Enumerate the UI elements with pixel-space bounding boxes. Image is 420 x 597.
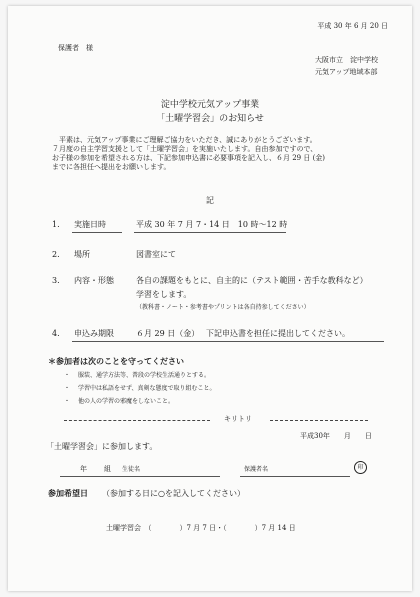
sender-block bbox=[315, 56, 378, 80]
student-name-field bbox=[60, 476, 220, 477]
hope-date-note: （参加する日に○を記入してください） bbox=[102, 489, 245, 498]
title-line-2: 「土曜学習会」のお知らせ bbox=[156, 114, 264, 124]
body-paragraph bbox=[52, 136, 382, 172]
document-date: 平成 30 年 6 月 20 日 bbox=[317, 22, 388, 30]
body-line-3: お子様の参加を希望される方は、下記参加申込書に必要事項を記入し、６月 29 日 (金) bbox=[52, 154, 326, 162]
title-line-1: 淀中学校元気アップ事業 bbox=[160, 100, 260, 110]
reply-date: 平成30年 月 日 bbox=[300, 432, 372, 440]
notice-title: ＊参加者は次のことを守ってください bbox=[48, 356, 184, 366]
item-3-value: 各自の課題をもとに、自主的に（テスト範囲・苦手な教科など） bbox=[136, 276, 368, 285]
item-3-number: 3. bbox=[52, 276, 60, 285]
sender-org: 元気アップ地域本部 bbox=[315, 68, 378, 76]
student-name-label: 生徒名 bbox=[122, 466, 141, 473]
item-1-value: 平成 30 年 7 月 7・14 日 10 時〜12 時 bbox=[136, 220, 288, 229]
item-4-label: 申込み期限 bbox=[74, 329, 114, 338]
list-item: ・ 他の人の学習の邪魔をしないこと。 bbox=[64, 398, 175, 405]
item-1-label: 実施日時 bbox=[74, 220, 106, 229]
item-2-number: 2. bbox=[52, 250, 60, 259]
item-1-value-underline bbox=[134, 232, 286, 233]
bullet-icon: ・ bbox=[64, 372, 71, 379]
cut-line-label: キリトリ bbox=[224, 415, 252, 423]
hope-date-label: 参加希望日 （参加する日に○を記入してください） bbox=[48, 488, 245, 498]
cut-line-right bbox=[270, 420, 368, 421]
sender-school: 大阪市立 淀中学校 bbox=[315, 56, 378, 64]
body-line-4: までに各担任へ提出をお願いします。 bbox=[52, 163, 171, 171]
document-page bbox=[8, 6, 412, 591]
recipient: 保護者 様 bbox=[58, 44, 93, 52]
body-line-1: 平素は、元気アップ事業にご理解ご協力をいただき、誠にありがとうございます。 bbox=[52, 136, 317, 144]
guardian-name-label: 保護者名 bbox=[244, 466, 269, 473]
notice-list bbox=[64, 372, 216, 411]
class-label: 組 bbox=[104, 465, 111, 473]
item-3-label: 内容・形態 bbox=[74, 276, 114, 285]
seal-icon: 印 bbox=[354, 461, 367, 474]
list-item: ・ 学習中は私語をせず、真剣な態度で取り組むこと。 bbox=[64, 385, 216, 392]
participate-statement: 「土曜学習会」に参加します。 bbox=[46, 442, 158, 451]
bullet-icon: ・ bbox=[64, 398, 71, 405]
item-1-number: 1. bbox=[52, 220, 60, 229]
item-2-value: 図書室にて bbox=[136, 250, 176, 259]
grade-label: 年 bbox=[80, 465, 87, 473]
list-item: ・ 服装、通学方法等、普段の学校生活通りとする。 bbox=[64, 372, 211, 379]
item-4-value-2: 下記申込書を担任に提出してください。 bbox=[206, 329, 350, 338]
bullet-icon: ・ bbox=[64, 385, 71, 392]
item-3-value-2: 学習をします。 bbox=[136, 290, 192, 299]
item-1-label-underline bbox=[72, 232, 122, 233]
item-4-number: 4. bbox=[52, 329, 60, 338]
item-4-value: ６月 29 日（金） bbox=[136, 329, 200, 338]
ki-heading: 記 bbox=[206, 196, 214, 205]
body-line-2: ７月度の自主学習支援として「土曜学習会」を実施いたします。自由参加ですので、 bbox=[52, 145, 318, 153]
item-3-note: （教科書・ノート・参考書やプリントは各自持参してください） bbox=[136, 304, 310, 311]
item-4-underline bbox=[72, 341, 384, 342]
attendance-choice-line: 土曜学習会 （ ）7 月 7 日・（ ）7 月 14 日 bbox=[106, 524, 296, 532]
guardian-name-field bbox=[240, 476, 350, 477]
cut-line-left bbox=[64, 420, 210, 421]
item-2-label: 場所 bbox=[74, 250, 90, 259]
